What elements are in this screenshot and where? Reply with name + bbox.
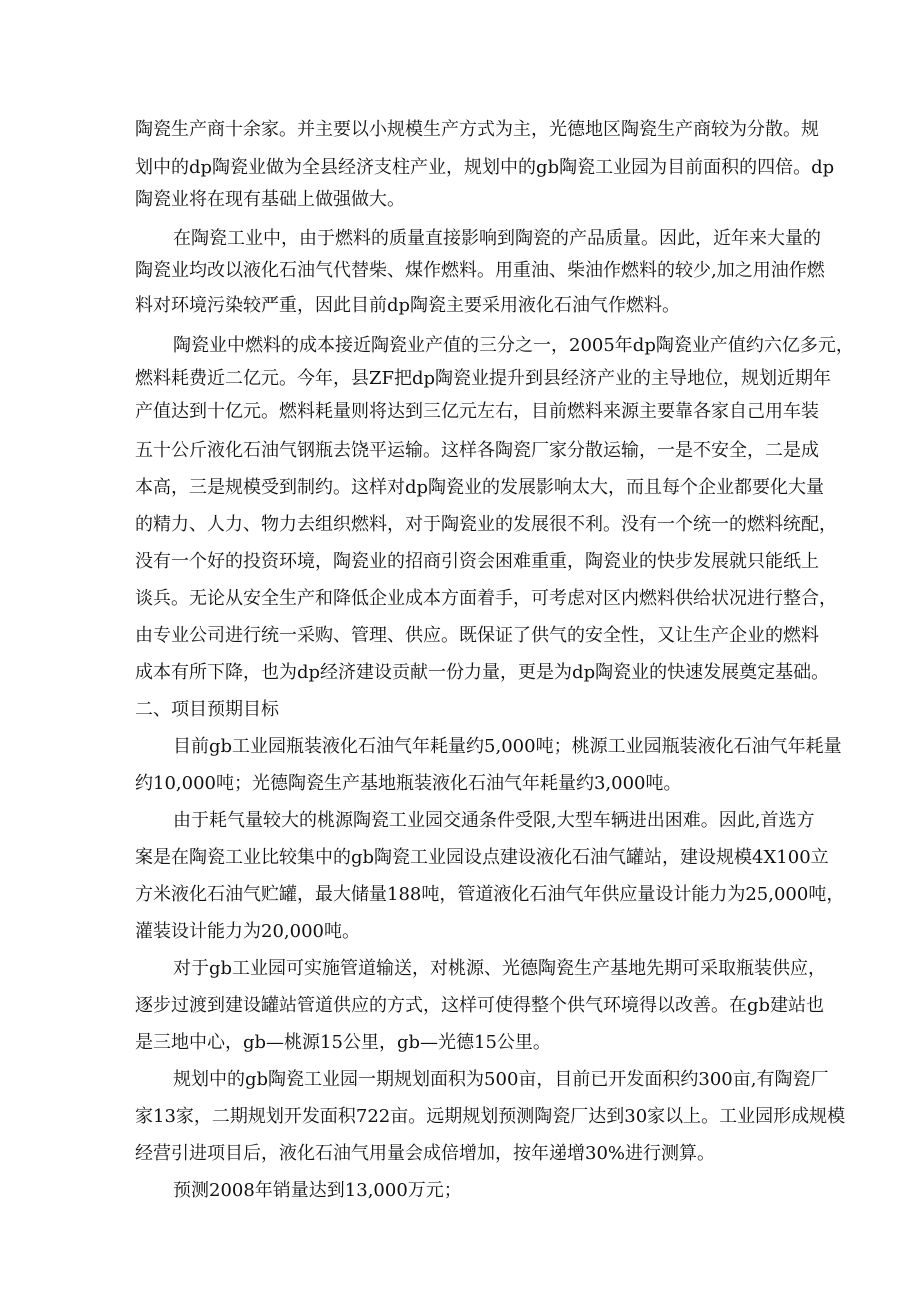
- text-line: 约10,000吨；光德陶瓷生产基地瓶装液化石油气年耗量约3,000吨。: [135, 773, 682, 794]
- text-line: 对于gb工业园可实施管道输送，对桃源、光德陶瓷生产基地先期可采取瓶装供应，: [173, 958, 827, 979]
- text-line: 成本有所下降，也为dp经济建设贡献一份力量，更是为dp陶瓷业的快速发展奠定基础。: [135, 662, 830, 683]
- text-line: 由专业公司进行统一采购、管理、供应。既保证了供气的安全性，又让生产企业的燃料: [135, 625, 819, 646]
- text-line: 预测2008年销量达到13,000万元；: [173, 1180, 462, 1201]
- text-line: 规划中的gb陶瓷工业园一期规划面积为500亩，目前已开发面积约300亩,有陶瓷厂: [173, 1069, 829, 1090]
- text-line: 料对环境污染较严重，因此目前dp陶瓷主要采用液化石油气作燃料。: [135, 295, 681, 316]
- section-heading: 二、项目预期目标: [135, 699, 279, 720]
- text-line: 本高，三是规模受到制约。这样对dp陶瓷业的发展影响太大，而且每个企业都要化大量: [135, 477, 825, 498]
- text-line: 陶瓷业中燃料的成本接近陶瓷业产值的三分之一，2005年dp陶瓷业产值约六亿多元，: [173, 335, 854, 356]
- text-line: 谈兵。无论从安全生产和降低企业成本方面着手，可考虑对区内燃料供给状况进行整合，: [135, 588, 837, 609]
- text-line: 产值达到十亿元。燃料耗量则将达到三亿元左右，目前燃料来源主要靠各家自己用车装: [135, 401, 819, 422]
- text-line: 家13家，二期规划开发面积722亩。远期规划预测陶瓷厂达到30家以上。工业园形成规模: [135, 1106, 846, 1127]
- text-line: 陶瓷业均改以液化石油气代替柴、煤作燃料。用重油、柴油作燃料的较少,加之用油作燃: [135, 260, 825, 281]
- text-line: 陶瓷生产商十余家。并主要以小规模生产方式为主，光德地区陶瓷生产商较为分散。规: [135, 119, 819, 140]
- text-line: 方米液化石油气贮罐，最大储量188吨，管道液化石油气年供应量设计能力为25,000吨，: [135, 884, 845, 905]
- text-line: 划中的dp陶瓷业做为全县经济支柱产业，规划中的gb陶瓷工业园为目前面积的四倍。dp: [135, 157, 835, 178]
- text-line: 灌装设计能力为20,000吨。: [135, 921, 360, 942]
- text-line: 经营引进项目后，液化石油气用量会成倍增加，按年递增30%进行测算。: [135, 1143, 716, 1164]
- text-line: 五十公斤液化石油气钢瓶去饶平运输。这样各陶瓷厂家分散运输，一是不安全，二是成: [135, 440, 819, 461]
- text-line: 的精力、人力、物力去组织燃料，对于陶瓷业的发展很不利。没有一个统一的燃料统配，: [135, 514, 837, 535]
- text-line: 燃料耗费近二亿元。今年，县ZF把dp陶瓷业提升到县经济产业的主导地位，规划近期年: [135, 368, 832, 389]
- text-line: 在陶瓷工业中，由于燃料的质量直接影响到陶瓷的产品质量。因此，近年来大量的: [173, 228, 821, 249]
- text-line: 案是在陶瓷工业比较集中的gb陶瓷工业园设点建设液化石油气罐站，建设规模4X100立: [135, 847, 829, 868]
- text-line: 目前gb工业园瓶装液化石油气年耗量约5,000吨；桃源工业园瓶装液化石油气年耗量: [173, 736, 842, 757]
- text-line: 没有一个好的投资环境，陶瓷业的招商引资会困难重重，陶瓷业的快步发展就只能纸上: [135, 551, 819, 572]
- text-line: 是三地中心，gb—桃源15公里，gb—光德15公里。: [135, 1032, 551, 1053]
- text-line: 由于耗气量较大的桃源陶瓷工业园交通条件受限,大型车辆进出困难。因此,首选方: [173, 810, 815, 831]
- text-line: 逐步过渡到建设罐站管道供应的方式，这样可使得整个供气环境得以改善。在gb建站也: [135, 995, 825, 1016]
- text-line: 陶瓷业将在现有基础上做强做大。: [135, 189, 405, 210]
